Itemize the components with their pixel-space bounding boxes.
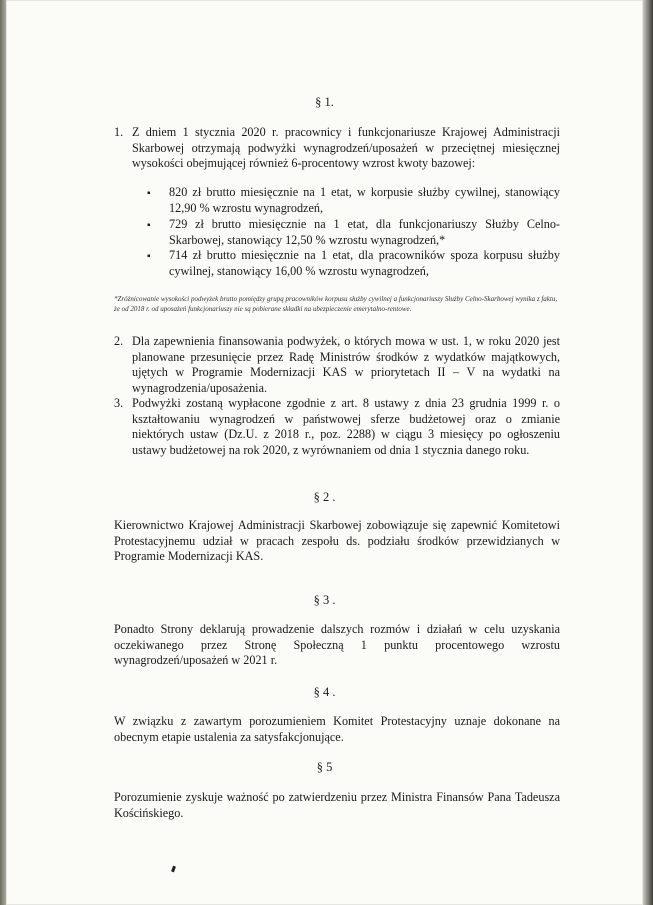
paragraph-1-text: Z dniem 1 stycznia 2020 r. pracownicy i funkcjonariusze Krajowej Administracji Skarbowej otrzymają podwyżki wynagrodzeń/uposażeń w przeciętnej miesięcznej wysokości obejmującej również 6-procentowy wzrost kwoty bazowej: bbox=[132, 125, 560, 171]
section-3-text: Ponadto Strony deklarują prowadzenie dalszych rozmów i działań w celu uzyskania oczekiwanego przez Stronę Społeczną 1 punktu procentowego wzrostu wynagrodzeń/uposażeń w 2021 r. bbox=[114, 622, 560, 668]
section-1-heading: § 1. bbox=[315, 95, 334, 109]
bullet-2-mark: ▪ bbox=[147, 220, 151, 231]
section-2-text: Kierownictwo Krajowej Administracji Skarbowej zobowiązuje się zapewnić Komitetowi Protestacyjnemu udział w pracach zespołu ds. podziału środków przewidzianych w Programie Modernizacji KAS. bbox=[114, 518, 560, 564]
section-3-heading: § 3 . bbox=[313, 593, 336, 607]
paragraph-1-number: 1. bbox=[114, 125, 124, 139]
bullet-3-mark: ▪ bbox=[147, 251, 151, 262]
bullet-3-text: 714 zł brutto miesięcznie na 1 etat, dla pracowników spoza korpusu służby cywilnej, stanowiący 16,00 % wzrostu wynagrodzeń, bbox=[169, 248, 560, 278]
bullet-2-text: 729 zł brutto miesięcznie na 1 etat, dla funkcjonariuszy Służby Celno-Skarbowej, stanowiący 12,50 % wzrostu wynagrodzeń,* bbox=[169, 217, 560, 247]
bullet-1-mark: ▪ bbox=[147, 188, 151, 199]
paragraph-3-text: Podwyżki zostaną wypłacone zgodnie z art. 8 ustawy z dnia 23 grudnia 1999 r. o kształtowaniu wynagrodzeń w państwowej sferze budżetowej oraz o zmianie niektórych ustaw (Dz.U. z 2018 r., poz. 2288) w ciągu 3 miesięcy po ogłoszeniu ustawy budżetowej na rok 2020, z wyrównaniem od dnia 1 stycznia danego roku. bbox=[132, 396, 560, 457]
paragraph-2-number: 2. bbox=[114, 334, 124, 348]
paragraph-3-number: 3. bbox=[114, 396, 124, 410]
section-2-heading: § 2 . bbox=[313, 490, 336, 504]
section-4-text: W związku z zawartym porozumieniem Komitet Protestacyjny uznaje dokonane na obecnym etapie ustalenia za satysfakcjonujące. bbox=[114, 714, 560, 744]
section-5-text: Porozumienie zyskuje ważność po zatwierdzeniu przez Ministra Finansów Pana Tadeusza Kościńskiego. bbox=[114, 790, 560, 820]
paragraph-2-text: Dla zapewnienia finansowania podwyżek, o których mowa w ust. 1, w roku 2020 jest planowane przesunięcie przez Radę Ministrów środków z wydatków majątkowych, ujętych w Programie Modernizacji KAS w priorytetach II – V na wydatki na wynagrodzenia/uposażenia. bbox=[132, 334, 560, 395]
scan-right-edge bbox=[643, 0, 653, 905]
footnote: *Zróżnicowanie wysokości podwyżek brutto pomiędzy grupą pracowników korpusu służby cywilnej a funkcjonariuszy Służby Celno-Skarbowej wynika z faktu, że od 2018 r. od uposażeń funkcjonariuszy nie są pobierane składki na ubezpieczenie emerytalno-rentowe. bbox=[114, 295, 558, 313]
bullet-1-text: 820 zł brutto miesięcznie na 1 etat, w korpusie służby cywilnej, stanowiący 12,90 % wzrostu wynagrodzeń, bbox=[169, 185, 560, 215]
document-page bbox=[6, 0, 643, 905]
section-5-heading: § 5 bbox=[316, 760, 333, 774]
ink-mark bbox=[171, 866, 176, 873]
section-4-heading: § 4 . bbox=[313, 685, 336, 699]
